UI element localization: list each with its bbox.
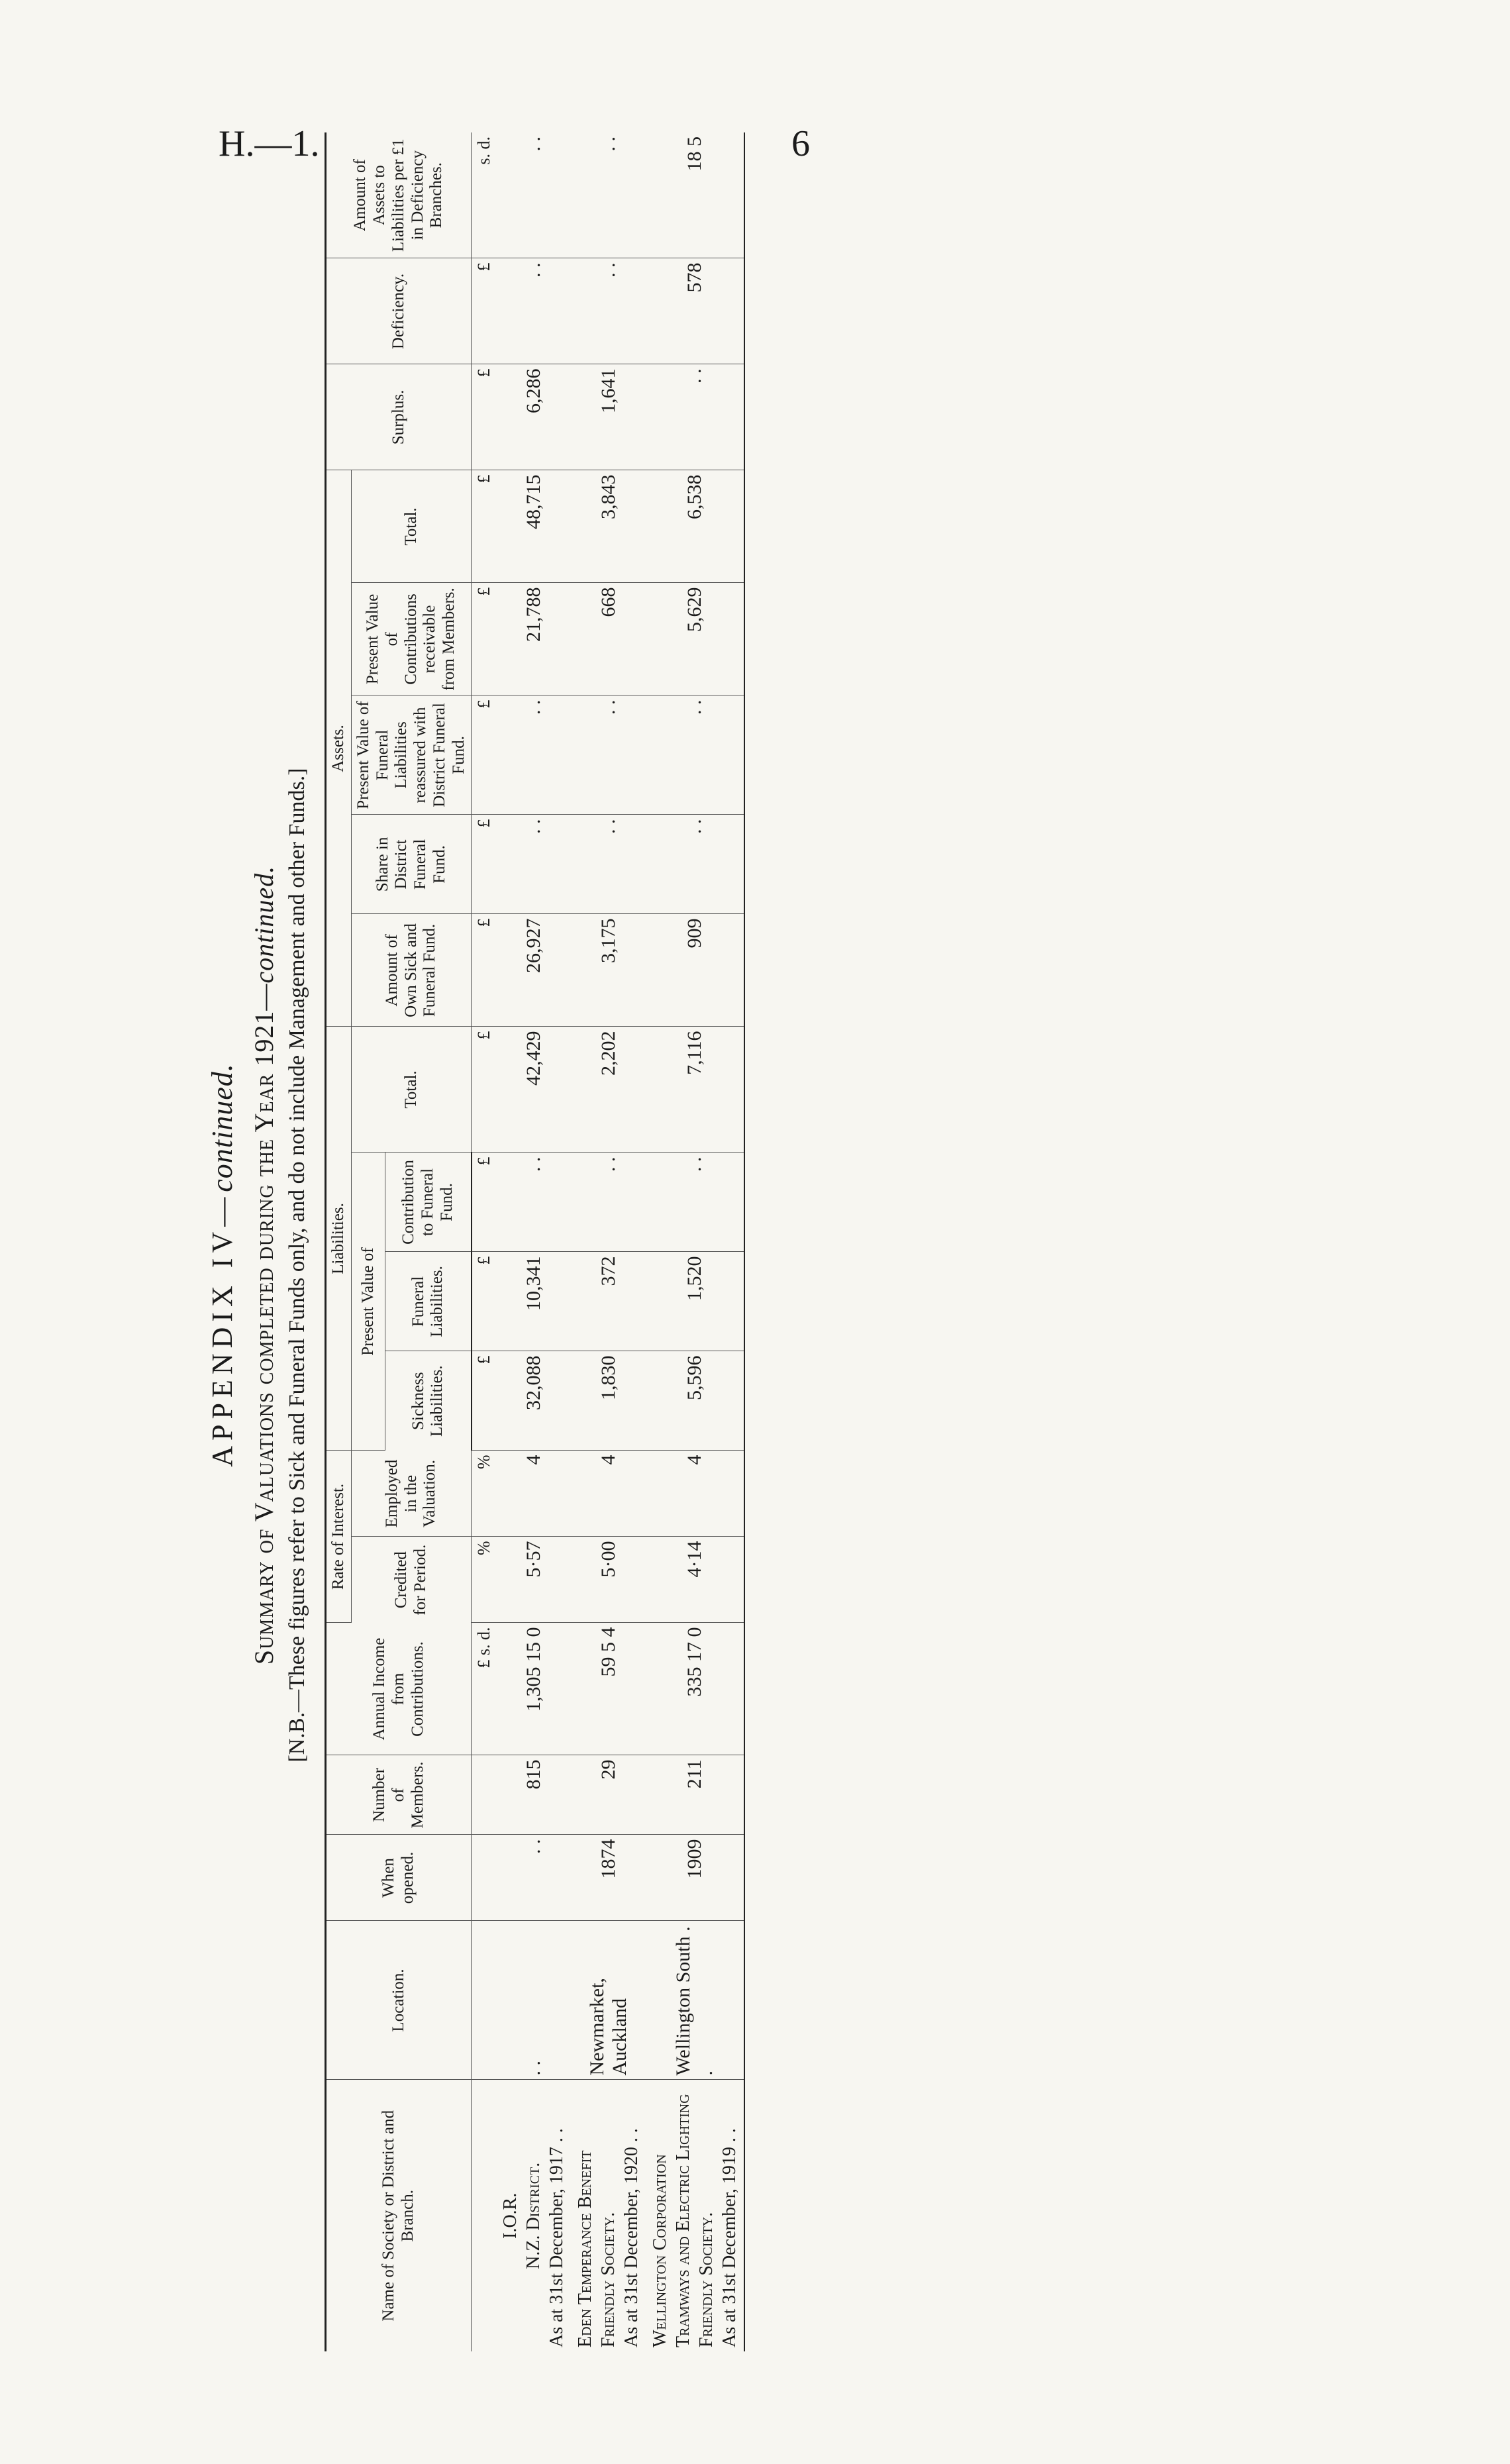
pv-contrib-cell: 21,788 bbox=[496, 583, 571, 695]
col-liabilities-header: Liabilities. bbox=[326, 1027, 352, 1451]
sickness-cell: 5,596 bbox=[646, 1351, 744, 1451]
unit-sd: s. d. bbox=[472, 132, 497, 258]
pv-funeral-cell: . . bbox=[646, 695, 744, 815]
valuation-date: As at 31st December, 1917 . . bbox=[546, 2128, 568, 2347]
col-own-fund-header: Amount of Own Sick and Funeral Fund. bbox=[351, 914, 472, 1027]
unit-pound: £ bbox=[472, 1351, 497, 1451]
unit-pound: £ bbox=[472, 364, 497, 470]
employed-cell: 4 bbox=[646, 1451, 744, 1537]
assets-total-cell: 6,538 bbox=[646, 470, 744, 583]
appendix-title: APPENDIX IV— bbox=[206, 1192, 238, 1467]
col-contribution-funeral-header: Contribution to Funeral Fund. bbox=[385, 1153, 472, 1252]
col-liab-total-header: Total. bbox=[351, 1027, 472, 1153]
valuation-table bbox=[325, 132, 745, 2351]
unit-pound: £ bbox=[472, 1252, 497, 1351]
credited-cell: 4·14 bbox=[646, 1537, 744, 1623]
ratio-cell: . . bbox=[571, 132, 646, 258]
col-assets-header: Assets. bbox=[326, 470, 352, 1027]
col-present-value-of-header: Present Value of bbox=[351, 1153, 385, 1451]
appendix-heading bbox=[205, 179, 239, 2351]
society-name-cell bbox=[496, 2080, 571, 2351]
society-name-line: I.O.R. bbox=[500, 2192, 521, 2239]
income-cell: 335 17 0 bbox=[646, 1623, 744, 1755]
surplus-cell: 1,641 bbox=[571, 364, 646, 470]
credited-cell: 5·00 bbox=[571, 1537, 646, 1623]
own-fund-cell: 3,175 bbox=[571, 914, 646, 1027]
location-cell: Wellington South . . bbox=[646, 1921, 744, 2080]
unit-pound: £ bbox=[472, 815, 497, 914]
deficiency-cell: 578 bbox=[646, 258, 744, 364]
own-fund-cell: 909 bbox=[646, 914, 744, 1027]
society-name-line: N.Z. District. bbox=[523, 2162, 544, 2269]
col-members-header: Number of Members. bbox=[326, 1755, 472, 1835]
members-cell: 29 bbox=[571, 1755, 646, 1835]
unit-pound: £ bbox=[472, 258, 497, 364]
location-cell: Newmarket, Auckland bbox=[571, 1921, 646, 2080]
table-row bbox=[571, 132, 646, 2351]
liab-total-cell: 42,429 bbox=[496, 1027, 571, 1153]
col-ratio-header: Amount of Assets to Liabilities per £1 in Deficiency Branches. bbox=[326, 132, 472, 258]
units-row bbox=[472, 132, 497, 2351]
col-annual-income-header: Annual Income from Contributions. bbox=[326, 1623, 472, 1755]
employed-cell: 4 bbox=[571, 1451, 646, 1537]
col-when-opened-header: When opened. bbox=[326, 1835, 472, 1921]
credited-cell: 5·57 bbox=[496, 1537, 571, 1623]
summary-continued: continued. bbox=[249, 865, 279, 984]
pv-funeral-cell: . . bbox=[571, 695, 646, 815]
assets-total-cell: 3,843 bbox=[571, 470, 646, 583]
funeral-cell: 10,341 bbox=[496, 1252, 571, 1351]
unit-pound: £ bbox=[472, 914, 497, 1027]
employed-cell: 4 bbox=[496, 1451, 571, 1537]
unit-pound: £ bbox=[472, 695, 497, 815]
when-opened-cell: 1909 bbox=[646, 1835, 744, 1921]
pv-funeral-cell: . . bbox=[496, 695, 571, 815]
col-funeral-header: Funeral Liabilities. bbox=[385, 1252, 472, 1351]
liab-total-cell: 7,116 bbox=[646, 1027, 744, 1153]
own-fund-cell: 26,927 bbox=[496, 914, 571, 1027]
funeral-cell: 1,520 bbox=[646, 1252, 744, 1351]
col-assets-total-header: Total. bbox=[351, 470, 472, 583]
unit-pound: £ bbox=[472, 1153, 497, 1252]
unit-lsd: £ s. d. bbox=[472, 1623, 497, 1755]
sickness-cell: 1,830 bbox=[571, 1351, 646, 1451]
col-rate-of-interest-header: Rate of Interest. bbox=[326, 1451, 352, 1623]
summary-title: Summary of Valuations completed during the Year 1921— bbox=[249, 983, 279, 1665]
pv-contrib-cell: 5,629 bbox=[646, 583, 744, 695]
appendix-title-continued: continued. bbox=[206, 1063, 238, 1192]
page-number: 6 bbox=[791, 123, 810, 164]
contribution-cell: . . bbox=[646, 1153, 744, 1252]
members-cell: 815 bbox=[496, 1755, 571, 1835]
col-deficiency-header: Deficiency. bbox=[326, 258, 472, 364]
note-text: [N.B.—These figures refer to Sick and Funeral Funds only, and do not include Management and other Funds.] bbox=[285, 768, 309, 1763]
liab-total-cell: 2,202 bbox=[571, 1027, 646, 1153]
share-cell: . . bbox=[496, 815, 571, 914]
surplus-cell: . . bbox=[646, 364, 744, 470]
funeral-cell: 372 bbox=[571, 1252, 646, 1351]
pv-contrib-cell: 668 bbox=[571, 583, 646, 695]
contribution-cell: . . bbox=[496, 1153, 571, 1252]
col-credited-header: Credited for Period. bbox=[351, 1537, 472, 1623]
table-row bbox=[496, 132, 571, 2351]
when-opened-cell: . . bbox=[496, 1835, 571, 1921]
unit-percent: % bbox=[472, 1537, 497, 1623]
valuation-date: As at 31st December, 1920 . . bbox=[621, 2128, 642, 2347]
rotated-table-area bbox=[199, 136, 967, 2351]
col-name-header: Name of Society or District and Branch. bbox=[326, 2080, 472, 2351]
col-pv-contributions-header: Present Value of Contributions receivable from Members. bbox=[351, 583, 472, 695]
society-name-cell bbox=[571, 2080, 646, 2351]
col-employed-header: Employed in the Valuation. bbox=[351, 1451, 472, 1537]
location-cell: . . bbox=[496, 1921, 571, 2080]
unit-pound: £ bbox=[472, 470, 497, 583]
society-name-cell bbox=[646, 2080, 744, 2351]
col-share-district-header: Share in District Funeral Fund. bbox=[351, 815, 472, 914]
assets-total-cell: 48,715 bbox=[496, 470, 571, 583]
society-name-line: Wellington Corporation Tramways and Electric Lighting Friendly Society. bbox=[650, 2094, 717, 2347]
sickness-cell: 32,088 bbox=[496, 1351, 571, 1451]
share-cell: . . bbox=[646, 815, 744, 914]
when-opened-cell: 1874 bbox=[571, 1835, 646, 1921]
table-row bbox=[646, 132, 744, 2351]
members-cell: 211 bbox=[646, 1755, 744, 1835]
contribution-cell: . . bbox=[571, 1153, 646, 1252]
income-cell: 59 5 4 bbox=[571, 1623, 646, 1755]
ratio-cell: . . bbox=[496, 132, 571, 258]
summary-heading bbox=[248, 179, 279, 2351]
col-sickness-header: Sickness Liabilities. bbox=[385, 1351, 472, 1451]
deficiency-cell: . . bbox=[496, 258, 571, 364]
col-location-header: Location. bbox=[326, 1921, 472, 2080]
income-cell: 1,305 15 0 bbox=[496, 1623, 571, 1755]
col-pv-funeral-reassured-header: Present Value of Funeral Liabilities reassured with District Funeral Fund. bbox=[351, 695, 472, 815]
page-identifier: H.—1. bbox=[219, 123, 320, 164]
valuation-date: As at 31st December, 1919 . . bbox=[719, 2128, 740, 2347]
unit-pound: £ bbox=[472, 1027, 497, 1153]
share-cell: . . bbox=[571, 815, 646, 914]
deficiency-cell: . . bbox=[571, 258, 646, 364]
ratio-cell: 18 5 bbox=[646, 132, 744, 258]
col-surplus-header: Surplus. bbox=[326, 364, 472, 470]
unit-pound: £ bbox=[472, 583, 497, 695]
surplus-cell: 6,286 bbox=[496, 364, 571, 470]
society-name-line: Eden Temperance Benefit Friendly Society. bbox=[575, 2150, 619, 2347]
unit-percent: % bbox=[472, 1451, 497, 1537]
